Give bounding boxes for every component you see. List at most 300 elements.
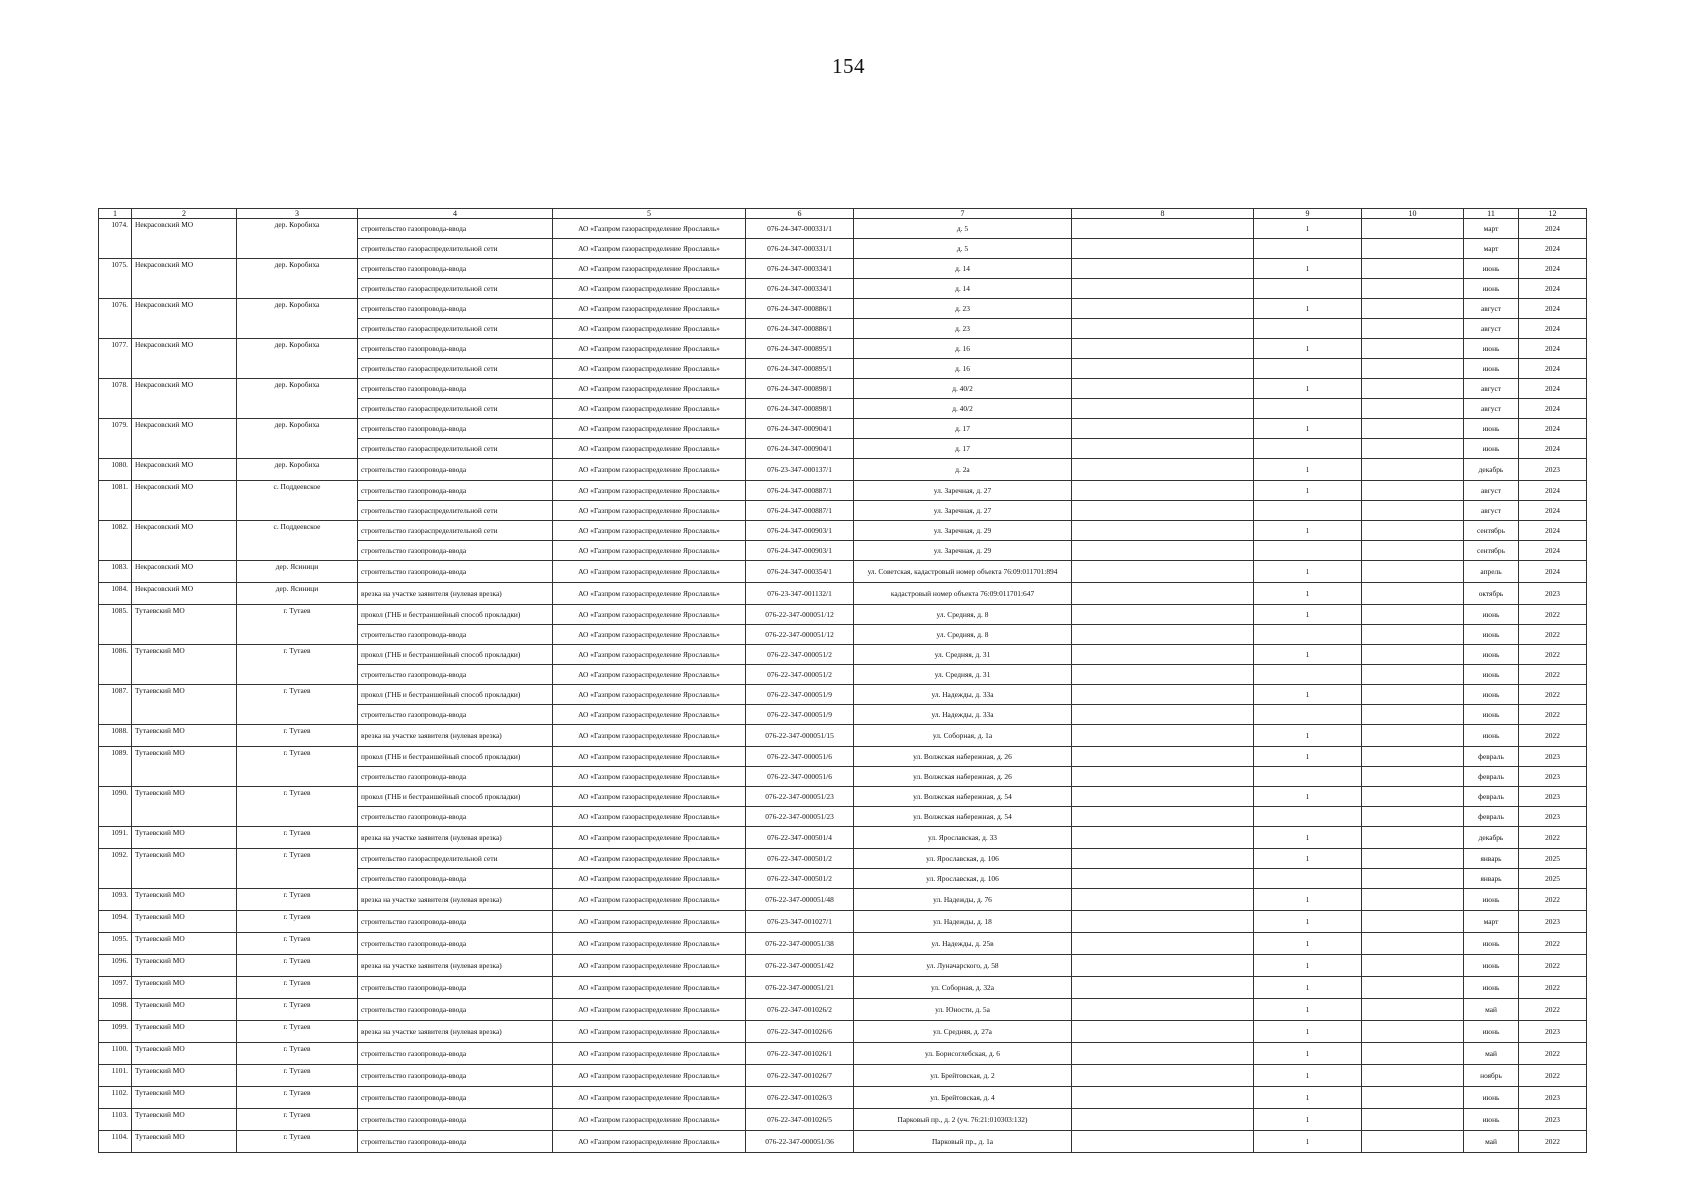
month-cell: июнь <box>1464 1109 1519 1131</box>
column-10-cell <box>1362 787 1464 807</box>
count-cell: 1 <box>1254 419 1362 439</box>
organization-cell: АО «Газпром газораспределение Ярославль» <box>553 439 746 459</box>
organization-cell: АО «Газпром газораспределение Ярославль» <box>553 889 746 911</box>
column-8-cell <box>1072 787 1254 807</box>
year-cell: 2023 <box>1519 1087 1587 1109</box>
count-cell: 1 <box>1254 1021 1362 1043</box>
table-row <box>99 259 1587 279</box>
column-10-cell <box>1362 1021 1464 1043</box>
work-type-cell: строительство газопровода-ввода <box>358 625 553 645</box>
column-8-cell <box>1072 439 1254 459</box>
entry-number-cell: 1091. <box>99 827 132 849</box>
address-cell: д. 40/2 <box>854 399 1072 419</box>
organization-cell: АО «Газпром газораспределение Ярославль» <box>553 259 746 279</box>
column-8-cell <box>1072 279 1254 299</box>
address-cell: ул. Соборная, д. 32а <box>854 977 1072 999</box>
organization-cell: АО «Газпром газораспределение Ярославль» <box>553 481 746 501</box>
municipality-cell: Некрасовский МО <box>132 583 237 605</box>
month-cell: сентябрь <box>1464 541 1519 561</box>
column-8-cell <box>1072 665 1254 685</box>
column-10-cell <box>1362 279 1464 299</box>
address-cell: д. 17 <box>854 439 1072 459</box>
table-row <box>99 787 1587 807</box>
entry-number-cell: 1081. <box>99 481 132 521</box>
month-cell: июнь <box>1464 705 1519 725</box>
count-cell: 1 <box>1254 787 1362 807</box>
count-cell <box>1254 705 1362 725</box>
month-cell: июнь <box>1464 625 1519 645</box>
year-cell: 2024 <box>1519 239 1587 259</box>
application-number-cell: 076-24-347-000895/1 <box>746 339 854 359</box>
organization-cell: АО «Газпром газораспределение Ярославль» <box>553 1021 746 1043</box>
table-row <box>99 911 1587 933</box>
column-10-cell <box>1362 999 1464 1021</box>
address-cell: ул. Брейтовская, д. 4 <box>854 1087 1072 1109</box>
column-10-cell <box>1362 359 1464 379</box>
settlement-cell: дер. Ясиници <box>237 583 358 605</box>
work-type-cell: прокол (ГНБ и бестраншейный способ прокладки) <box>358 685 553 705</box>
application-number-cell: 076-22-347-000051/6 <box>746 767 854 787</box>
year-cell: 2023 <box>1519 787 1587 807</box>
application-number-cell: 076-24-347-000904/1 <box>746 439 854 459</box>
month-cell: март <box>1464 239 1519 259</box>
month-cell: июнь <box>1464 725 1519 747</box>
year-cell: 2024 <box>1519 439 1587 459</box>
entry-number-cell: 1098. <box>99 999 132 1021</box>
column-10-cell <box>1362 501 1464 521</box>
work-type-cell: врезка на участке заявителя (нулевая врезка) <box>358 889 553 911</box>
month-cell: июнь <box>1464 933 1519 955</box>
table-row <box>99 379 1587 399</box>
address-cell: д. 16 <box>854 339 1072 359</box>
organization-cell: АО «Газпром газораспределение Ярославль» <box>553 725 746 747</box>
column-8-cell <box>1072 399 1254 419</box>
work-type-cell: строительство газопровода-ввода <box>358 767 553 787</box>
year-cell: 2025 <box>1519 849 1587 869</box>
column-8-cell <box>1072 999 1254 1021</box>
organization-cell: АО «Газпром газораспределение Ярославль» <box>553 645 746 665</box>
count-cell <box>1254 807 1362 827</box>
count-cell <box>1254 399 1362 419</box>
address-cell: ул. Средняя, д. 31 <box>854 645 1072 665</box>
month-cell: март <box>1464 219 1519 239</box>
year-cell: 2023 <box>1519 459 1587 481</box>
municipality-cell: Тутаевский МО <box>132 849 237 889</box>
work-type-cell: строительство газораспределительной сети <box>358 359 553 379</box>
municipality-cell: Тутаевский МО <box>132 1021 237 1043</box>
year-cell: 2024 <box>1519 501 1587 521</box>
column-8-cell <box>1072 747 1254 767</box>
count-cell: 1 <box>1254 1087 1362 1109</box>
month-cell: июнь <box>1464 359 1519 379</box>
address-cell: д. 2а <box>854 459 1072 481</box>
year-cell: 2024 <box>1519 359 1587 379</box>
entry-number-cell: 1090. <box>99 787 132 827</box>
table-row <box>99 645 1587 665</box>
settlement-cell: г. Тутаев <box>237 787 358 827</box>
organization-cell: АО «Газпром газораспределение Ярославль» <box>553 827 746 849</box>
count-cell <box>1254 279 1362 299</box>
municipality-cell: Тутаевский МО <box>132 955 237 977</box>
work-type-cell: строительство газораспределительной сети <box>358 521 553 541</box>
year-cell: 2023 <box>1519 1109 1587 1131</box>
organization-cell: АО «Газпром газораспределение Ярославль» <box>553 767 746 787</box>
address-cell: ул. Борисоглебская, д. 6 <box>854 1043 1072 1065</box>
month-cell: февраль <box>1464 747 1519 767</box>
column-10-cell <box>1362 685 1464 705</box>
work-type-cell: прокол (ГНБ и бестраншейный способ прокладки) <box>358 645 553 665</box>
address-cell: Парковый пр., д. 2 (уч. 76:21:010303:132) <box>854 1109 1072 1131</box>
table-row <box>99 561 1587 583</box>
column-10-cell <box>1362 827 1464 849</box>
municipality-cell: Тутаевский МО <box>132 725 237 747</box>
column-10-cell <box>1362 725 1464 747</box>
application-number-cell: 076-22-347-000051/38 <box>746 933 854 955</box>
address-cell: ул. Волжская набережная, д. 54 <box>854 787 1072 807</box>
year-cell: 2023 <box>1519 583 1587 605</box>
column-8-cell <box>1072 521 1254 541</box>
settlement-cell: г. Тутаев <box>237 977 358 999</box>
organization-cell: АО «Газпром газораспределение Ярославль» <box>553 319 746 339</box>
municipality-cell: Тутаевский МО <box>132 1109 237 1131</box>
application-number-cell: 076-22-347-000051/2 <box>746 645 854 665</box>
column-10-cell <box>1362 1087 1464 1109</box>
column-8-cell <box>1072 725 1254 747</box>
column-10-cell <box>1362 705 1464 725</box>
application-number-cell: 076-22-347-000051/36 <box>746 1131 854 1153</box>
column-8-cell <box>1072 239 1254 259</box>
application-number-cell: 076-24-347-000898/1 <box>746 379 854 399</box>
municipality-cell: Тутаевский МО <box>132 1131 237 1153</box>
organization-cell: АО «Газпром газораспределение Ярославль» <box>553 521 746 541</box>
organization-cell: АО «Газпром газораспределение Ярославль» <box>553 747 746 767</box>
application-number-cell: 076-22-347-000051/2 <box>746 665 854 685</box>
column-8-cell <box>1072 767 1254 787</box>
address-cell: ул. Средняя, д. 8 <box>854 625 1072 645</box>
column-8-cell <box>1072 705 1254 725</box>
count-cell <box>1254 439 1362 459</box>
year-cell: 2022 <box>1519 605 1587 625</box>
month-cell: февраль <box>1464 807 1519 827</box>
year-cell: 2022 <box>1519 933 1587 955</box>
year-cell: 2022 <box>1519 705 1587 725</box>
work-type-cell: прокол (ГНБ и бестраншейный способ прокладки) <box>358 787 553 807</box>
month-cell: декабрь <box>1464 827 1519 849</box>
table-row <box>99 685 1587 705</box>
column-10-cell <box>1362 911 1464 933</box>
organization-cell: АО «Газпром газораспределение Ярославль» <box>553 807 746 827</box>
table-row <box>99 1021 1587 1043</box>
application-number-cell: 076-22-347-000051/9 <box>746 685 854 705</box>
count-cell: 1 <box>1254 521 1362 541</box>
work-type-cell: строительство газопровода-ввода <box>358 299 553 319</box>
month-cell: июнь <box>1464 665 1519 685</box>
application-number-cell: 076-22-347-001026/2 <box>746 999 854 1021</box>
column-8-cell <box>1072 1087 1254 1109</box>
column-10-cell <box>1362 933 1464 955</box>
address-cell: д. 23 <box>854 299 1072 319</box>
application-number-cell: 076-22-347-000051/23 <box>746 807 854 827</box>
column-10-cell <box>1362 1131 1464 1153</box>
organization-cell: АО «Газпром газораспределение Ярославль» <box>553 933 746 955</box>
column-number: 2 <box>132 209 237 219</box>
month-cell: июнь <box>1464 889 1519 911</box>
settlement-cell: дер. Коробиха <box>237 419 358 459</box>
column-number: 12 <box>1519 209 1587 219</box>
column-8-cell <box>1072 889 1254 911</box>
address-cell: ул. Ярославская, д. 106 <box>854 849 1072 869</box>
month-cell: май <box>1464 1043 1519 1065</box>
application-number-cell: 076-22-347-000051/12 <box>746 625 854 645</box>
work-type-cell: строительство газопровода-ввода <box>358 1087 553 1109</box>
organization-cell: АО «Газпром газораспределение Ярославль» <box>553 1087 746 1109</box>
address-cell: ул. Заречная, д. 27 <box>854 481 1072 501</box>
organization-cell: АО «Газпром газораспределение Ярославль» <box>553 583 746 605</box>
year-cell: 2024 <box>1519 319 1587 339</box>
organization-cell: АО «Газпром газораспределение Ярославль» <box>553 359 746 379</box>
column-10-cell <box>1362 869 1464 889</box>
table-row <box>99 977 1587 999</box>
month-cell: ноябрь <box>1464 1065 1519 1087</box>
table-row <box>99 1043 1587 1065</box>
entry-number-cell: 1102. <box>99 1087 132 1109</box>
year-cell: 2024 <box>1519 259 1587 279</box>
column-8-cell <box>1072 319 1254 339</box>
month-cell: декабрь <box>1464 459 1519 481</box>
entry-number-cell: 1085. <box>99 605 132 645</box>
organization-cell: АО «Газпром газораспределение Ярославль» <box>553 459 746 481</box>
table-row <box>99 747 1587 767</box>
column-10-cell <box>1362 1065 1464 1087</box>
address-cell: ул. Заречная, д. 29 <box>854 541 1072 561</box>
work-type-cell: врезка на участке заявителя (нулевая врезка) <box>358 955 553 977</box>
month-cell: июнь <box>1464 977 1519 999</box>
year-cell: 2024 <box>1519 419 1587 439</box>
work-type-cell: строительство газопровода-ввода <box>358 481 553 501</box>
address-cell: ул. Ярославская, д. 106 <box>854 869 1072 889</box>
organization-cell: АО «Газпром газораспределение Ярославль» <box>553 399 746 419</box>
application-number-cell: 076-23-347-001027/1 <box>746 911 854 933</box>
column-10-cell <box>1362 259 1464 279</box>
year-cell: 2022 <box>1519 955 1587 977</box>
work-type-cell: врезка на участке заявителя (нулевая врезка) <box>358 583 553 605</box>
organization-cell: АО «Газпром газораспределение Ярославль» <box>553 787 746 807</box>
count-cell <box>1254 625 1362 645</box>
entry-number-cell: 1083. <box>99 561 132 583</box>
organization-cell: АО «Газпром газораспределение Ярославль» <box>553 239 746 259</box>
table-row <box>99 219 1587 239</box>
application-number-cell: 076-22-347-000051/12 <box>746 605 854 625</box>
year-cell: 2024 <box>1519 379 1587 399</box>
work-type-cell: строительство газораспределительной сети <box>358 849 553 869</box>
application-number-cell: 076-24-347-000334/1 <box>746 259 854 279</box>
address-cell: д. 40/2 <box>854 379 1072 399</box>
municipality-cell: Тутаевский МО <box>132 977 237 999</box>
column-8-cell <box>1072 1109 1254 1131</box>
address-cell: д. 17 <box>854 419 1072 439</box>
column-8-cell <box>1072 541 1254 561</box>
address-cell: ул. Волжская набережная, д. 54 <box>854 807 1072 827</box>
work-type-cell: строительство газораспределительной сети <box>358 319 553 339</box>
table-row <box>99 605 1587 625</box>
column-number: 5 <box>553 209 746 219</box>
count-cell <box>1254 665 1362 685</box>
municipality-cell: Тутаевский МО <box>132 889 237 911</box>
work-type-cell: строительство газораспределительной сети <box>358 279 553 299</box>
entry-number-cell: 1093. <box>99 889 132 911</box>
application-number-cell: 076-24-347-000895/1 <box>746 359 854 379</box>
work-type-cell: строительство газопровода-ввода <box>358 665 553 685</box>
work-type-cell: строительство газопровода-ввода <box>358 911 553 933</box>
application-number-cell: 076-22-347-000051/6 <box>746 747 854 767</box>
municipality-cell: Тутаевский МО <box>132 747 237 787</box>
year-cell: 2023 <box>1519 767 1587 787</box>
count-cell <box>1254 359 1362 379</box>
month-cell: июнь <box>1464 259 1519 279</box>
address-cell: ул. Надежды, д. 18 <box>854 911 1072 933</box>
settlement-cell: г. Тутаев <box>237 1043 358 1065</box>
year-cell: 2022 <box>1519 725 1587 747</box>
column-10-cell <box>1362 419 1464 439</box>
column-8-cell <box>1072 1065 1254 1087</box>
column-8-cell <box>1072 807 1254 827</box>
address-cell: д. 5 <box>854 239 1072 259</box>
column-10-cell <box>1362 481 1464 501</box>
month-cell: август <box>1464 501 1519 521</box>
column-8-cell <box>1072 501 1254 521</box>
month-cell: февраль <box>1464 767 1519 787</box>
municipality-cell: Некрасовский МО <box>132 481 237 521</box>
organization-cell: АО «Газпром газораспределение Ярославль» <box>553 219 746 239</box>
table-row <box>99 1087 1587 1109</box>
settlement-cell: г. Тутаев <box>237 605 358 645</box>
column-10-cell <box>1362 645 1464 665</box>
year-cell: 2022 <box>1519 685 1587 705</box>
settlement-cell: г. Тутаев <box>237 911 358 933</box>
work-type-cell: строительство газопровода-ввода <box>358 379 553 399</box>
organization-cell: АО «Газпром газораспределение Ярославль» <box>553 279 746 299</box>
table-row <box>99 1131 1587 1153</box>
settlement-cell: г. Тутаев <box>237 1021 358 1043</box>
year-cell: 2022 <box>1519 999 1587 1021</box>
year-cell: 2023 <box>1519 1021 1587 1043</box>
column-10-cell <box>1362 1043 1464 1065</box>
month-cell: апрель <box>1464 561 1519 583</box>
application-number-cell: 076-24-347-000334/1 <box>746 279 854 299</box>
year-cell: 2022 <box>1519 977 1587 999</box>
work-type-cell: врезка на участке заявителя (нулевая врезка) <box>358 827 553 849</box>
table-row <box>99 889 1587 911</box>
table-row <box>99 299 1587 319</box>
column-8-cell <box>1072 911 1254 933</box>
column-number: 10 <box>1362 209 1464 219</box>
work-type-cell: строительство газораспределительной сети <box>358 501 553 521</box>
address-cell: ул. Заречная, д. 29 <box>854 521 1072 541</box>
column-8-cell <box>1072 219 1254 239</box>
settlement-cell: г. Тутаев <box>237 955 358 977</box>
column-number: 9 <box>1254 209 1362 219</box>
settlement-cell: г. Тутаев <box>237 1087 358 1109</box>
municipality-cell: Некрасовский МО <box>132 259 237 299</box>
entry-number-cell: 1074. <box>99 219 132 259</box>
address-cell: ул. Юности, д. 5а <box>854 999 1072 1021</box>
settlement-cell: г. Тутаев <box>237 747 358 787</box>
year-cell: 2024 <box>1519 561 1587 583</box>
column-number: 1 <box>99 209 132 219</box>
year-cell: 2024 <box>1519 399 1587 419</box>
work-type-cell: строительство газопровода-ввода <box>358 339 553 359</box>
work-type-cell: строительство газопровода-ввода <box>358 1109 553 1131</box>
settlement-cell: г. Тутаев <box>237 849 358 889</box>
column-8-cell <box>1072 379 1254 399</box>
application-number-cell: 076-22-347-000051/23 <box>746 787 854 807</box>
month-cell: июнь <box>1464 605 1519 625</box>
year-cell: 2022 <box>1519 827 1587 849</box>
column-10-cell <box>1362 561 1464 583</box>
column-8-cell <box>1072 299 1254 319</box>
work-type-cell: строительство газораспределительной сети <box>358 439 553 459</box>
column-8-cell <box>1072 459 1254 481</box>
year-cell: 2024 <box>1519 521 1587 541</box>
column-number: 7 <box>854 209 1072 219</box>
address-cell: кадастровый номер объекта 76:09:011701:647 <box>854 583 1072 605</box>
organization-cell: АО «Газпром газораспределение Ярославль» <box>553 705 746 725</box>
column-8-cell <box>1072 933 1254 955</box>
work-type-cell: строительство газопровода-ввода <box>358 999 553 1021</box>
count-cell: 1 <box>1254 645 1362 665</box>
year-cell: 2022 <box>1519 1131 1587 1153</box>
column-8-cell <box>1072 259 1254 279</box>
month-cell: январь <box>1464 869 1519 889</box>
year-cell: 2024 <box>1519 279 1587 299</box>
application-number-cell: 076-22-347-000501/2 <box>746 869 854 889</box>
page-number: 154 <box>832 54 865 78</box>
entry-number-cell: 1078. <box>99 379 132 419</box>
count-cell <box>1254 319 1362 339</box>
organization-cell: АО «Газпром газораспределение Ярославль» <box>553 849 746 869</box>
month-cell: июнь <box>1464 1021 1519 1043</box>
application-number-cell: 076-24-347-000898/1 <box>746 399 854 419</box>
month-cell: август <box>1464 379 1519 399</box>
organization-cell: АО «Газпром газораспределение Ярославль» <box>553 1043 746 1065</box>
month-cell: август <box>1464 319 1519 339</box>
month-cell: август <box>1464 481 1519 501</box>
organization-cell: АО «Газпром газораспределение Ярославль» <box>553 1109 746 1131</box>
municipality-cell: Некрасовский МО <box>132 339 237 379</box>
column-10-cell <box>1362 521 1464 541</box>
count-cell: 1 <box>1254 1065 1362 1087</box>
organization-cell: АО «Газпром газораспределение Ярославль» <box>553 501 746 521</box>
month-cell: июнь <box>1464 439 1519 459</box>
column-8-cell <box>1072 849 1254 869</box>
column-10-cell <box>1362 665 1464 685</box>
column-10-cell <box>1362 625 1464 645</box>
organization-cell: АО «Газпром газораспределение Ярославль» <box>553 1131 746 1153</box>
work-type-cell: прокол (ГНБ и бестраншейный способ прокладки) <box>358 605 553 625</box>
work-type-cell: прокол (ГНБ и бестраншейный способ прокладки) <box>358 747 553 767</box>
table-row <box>99 419 1587 439</box>
count-cell: 1 <box>1254 379 1362 399</box>
table-row <box>99 339 1587 359</box>
count-cell: 1 <box>1254 1109 1362 1131</box>
column-number: 4 <box>358 209 553 219</box>
application-number-cell: 076-23-347-001132/1 <box>746 583 854 605</box>
table-row <box>99 827 1587 849</box>
column-10-cell <box>1362 889 1464 911</box>
entry-number-cell: 1084. <box>99 583 132 605</box>
month-cell: сентябрь <box>1464 521 1519 541</box>
table-row <box>99 849 1587 869</box>
